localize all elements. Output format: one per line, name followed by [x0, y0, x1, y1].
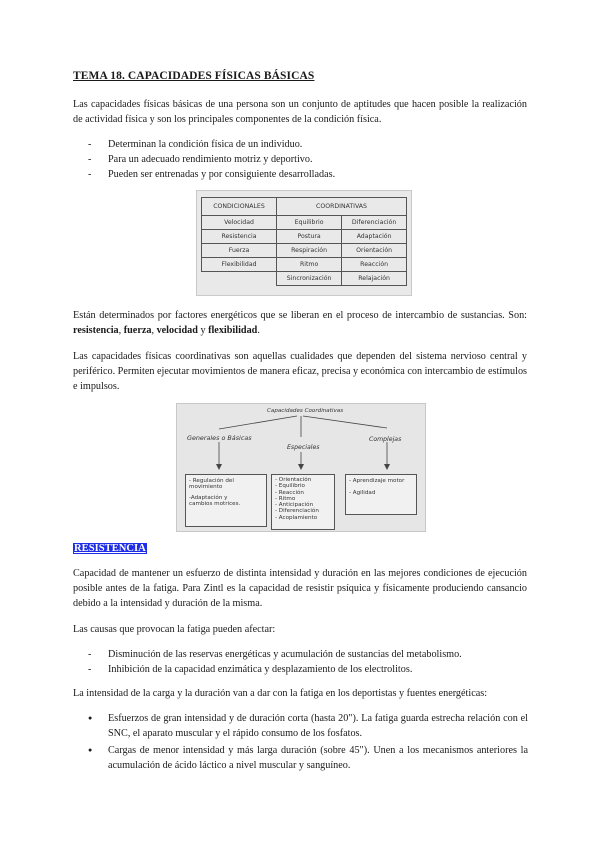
- diagram-root-label: Capacidades Coordinativas: [267, 408, 344, 414]
- diagram-item: - Orientación: [275, 477, 312, 483]
- diagram-item: - Reacción: [275, 489, 304, 496]
- list-item: - Disminución de las reservas energéticas y acumulación de sustancias del metabolismo.: [88, 647, 528, 662]
- bold-term: velocidad: [156, 325, 198, 336]
- table-header-conditional: CONDICIONALES: [202, 198, 277, 216]
- diagram-item: - Anticipación: [275, 502, 314, 509]
- table-cell: [202, 272, 277, 286]
- table-row: [202, 230, 407, 244]
- resistencia-definition: Capacidad de mantener un esfuerzo de distinta intensidad y duración en las mejores condiciones de ejecución posible antes de la fatiga. Para Zintl es la capacidad de resistir psíquica y físicamente produciendo cansancio debido a la intensidad y duración de la misma.: [73, 568, 527, 609]
- bold-term: fuerza: [123, 325, 152, 336]
- diagram-item: - Acoplamiento: [275, 514, 318, 521]
- bold-term: flexibilidad: [208, 325, 258, 336]
- diagram-item: - Regulación del: [189, 478, 234, 484]
- list-item: - Pueden ser entrenadas y por consiguiente desarrolladas.: [88, 167, 528, 182]
- table-cell: Ritmo: [277, 258, 342, 272]
- diagram-center-box: [271, 474, 335, 530]
- table-cell: Sincronización: [277, 272, 342, 286]
- table-header-coordinative: COORDINATIVAS: [277, 198, 407, 216]
- list-item: ● Cargas de menor intensidad y más larga duración (sobre 45"). Unen a los mecanismos anteriores la acumulación de ácido láctico a nivel muscular y sanguíneo.: [88, 743, 528, 773]
- diagram-left-title: Generales o Básicas: [187, 434, 252, 442]
- causes-list: [88, 647, 528, 677]
- list-item: - Inhibición de la capacidad enzimática y desplazamiento de los electrolitos.: [88, 662, 528, 677]
- capacities-table: [201, 197, 407, 286]
- diagram-item: - Equilibrio: [275, 483, 305, 490]
- table-cell: Postura: [277, 230, 342, 244]
- table-cell: Respiración: [277, 244, 342, 258]
- coordinative-diagram-image: [176, 403, 426, 532]
- separator: y: [197, 325, 209, 336]
- causes-intro: Las causas que provocan la fatiga pueden afectar:: [73, 624, 276, 635]
- table-row: [202, 258, 407, 272]
- diagram-item: -Adaptación y: [189, 494, 228, 501]
- intro-paragraph: Las capacidades físicas básicas de una persona son un conjunto de aptitudes que hacen posible la realización de actividad física y son los principales componentes de la condición física.: [73, 99, 527, 125]
- separator: ,: [118, 325, 124, 336]
- table-cell: Flexibilidad: [202, 258, 277, 272]
- list-item: - Determinan la condición física de un individuo.: [88, 137, 528, 152]
- table-cell: Reacción: [342, 258, 407, 272]
- diagram-item: - Agilidad: [349, 490, 376, 497]
- table-cell: Equilibrio: [277, 216, 342, 230]
- bold-term: resistencia: [73, 325, 119, 336]
- table-cell: Velocidad: [202, 216, 277, 230]
- diagram-item: - Ritmo: [275, 495, 296, 502]
- separator: .: [257, 325, 260, 336]
- list-item: ● Esfuerzos de gran intensidad y de duración corta (hasta 20"). La fatiga guarda estrecha relación con el SNC, el aparato muscular y el rápido consumo de los fosfatos.: [88, 711, 528, 741]
- table-cell: Relajación: [342, 272, 407, 286]
- diagram-item: cambios motrices.: [189, 500, 241, 507]
- table-row: [202, 244, 407, 258]
- coordinative-paragraph: Las capacidades físicas coordinativas son aquellas cualidades que dependen del sistema nervioso central y periférico. Permiten ejecutar movimientos de manera eficaz, precisa y económica con intercambio de estímulos e impulsos.: [73, 351, 528, 392]
- table-row: [202, 272, 407, 286]
- conditional-paragraph: [73, 308, 527, 338]
- diagram-right-title: Complejas: [369, 436, 402, 443]
- table-cell: Adaptación: [342, 230, 407, 244]
- table-cell: Orientación: [342, 244, 407, 258]
- page-title: TEMA 18. CAPACIDADES FÍSICAS BÁSICAS: [73, 70, 315, 82]
- table-row: [202, 216, 407, 230]
- diagram-item: - Diferenciación: [275, 508, 319, 515]
- intensity-bullets: [88, 711, 528, 775]
- diagram-center-title: Especiales: [287, 444, 320, 451]
- separator: ,: [151, 325, 157, 336]
- intro-list: [88, 137, 528, 182]
- diagram-item: - Aprendizaje motor: [349, 478, 405, 484]
- diagram-left-box: [185, 474, 267, 527]
- section-heading-resistencia: RESISTENCIA: [74, 543, 146, 554]
- intensity-intro: La intensidad de la carga y la duración van a dar con la fatiga en los deportistas y fuentes energéticas:: [73, 688, 488, 699]
- table-cell: Resistencia: [202, 230, 277, 244]
- diagram-item: movimiento: [189, 484, 223, 491]
- conditional-text: Están determinados por factores energéticos que se liberan en el proceso de intercambio de sustancias. Son:: [73, 310, 527, 321]
- table-cell: Diferenciación: [342, 216, 407, 230]
- diagram-right-box: [345, 474, 417, 515]
- table-cell: Fuerza: [202, 244, 277, 258]
- capacities-table-image: [196, 190, 412, 296]
- list-item: - Para un adecuado rendimiento motriz y deportivo.: [88, 152, 528, 167]
